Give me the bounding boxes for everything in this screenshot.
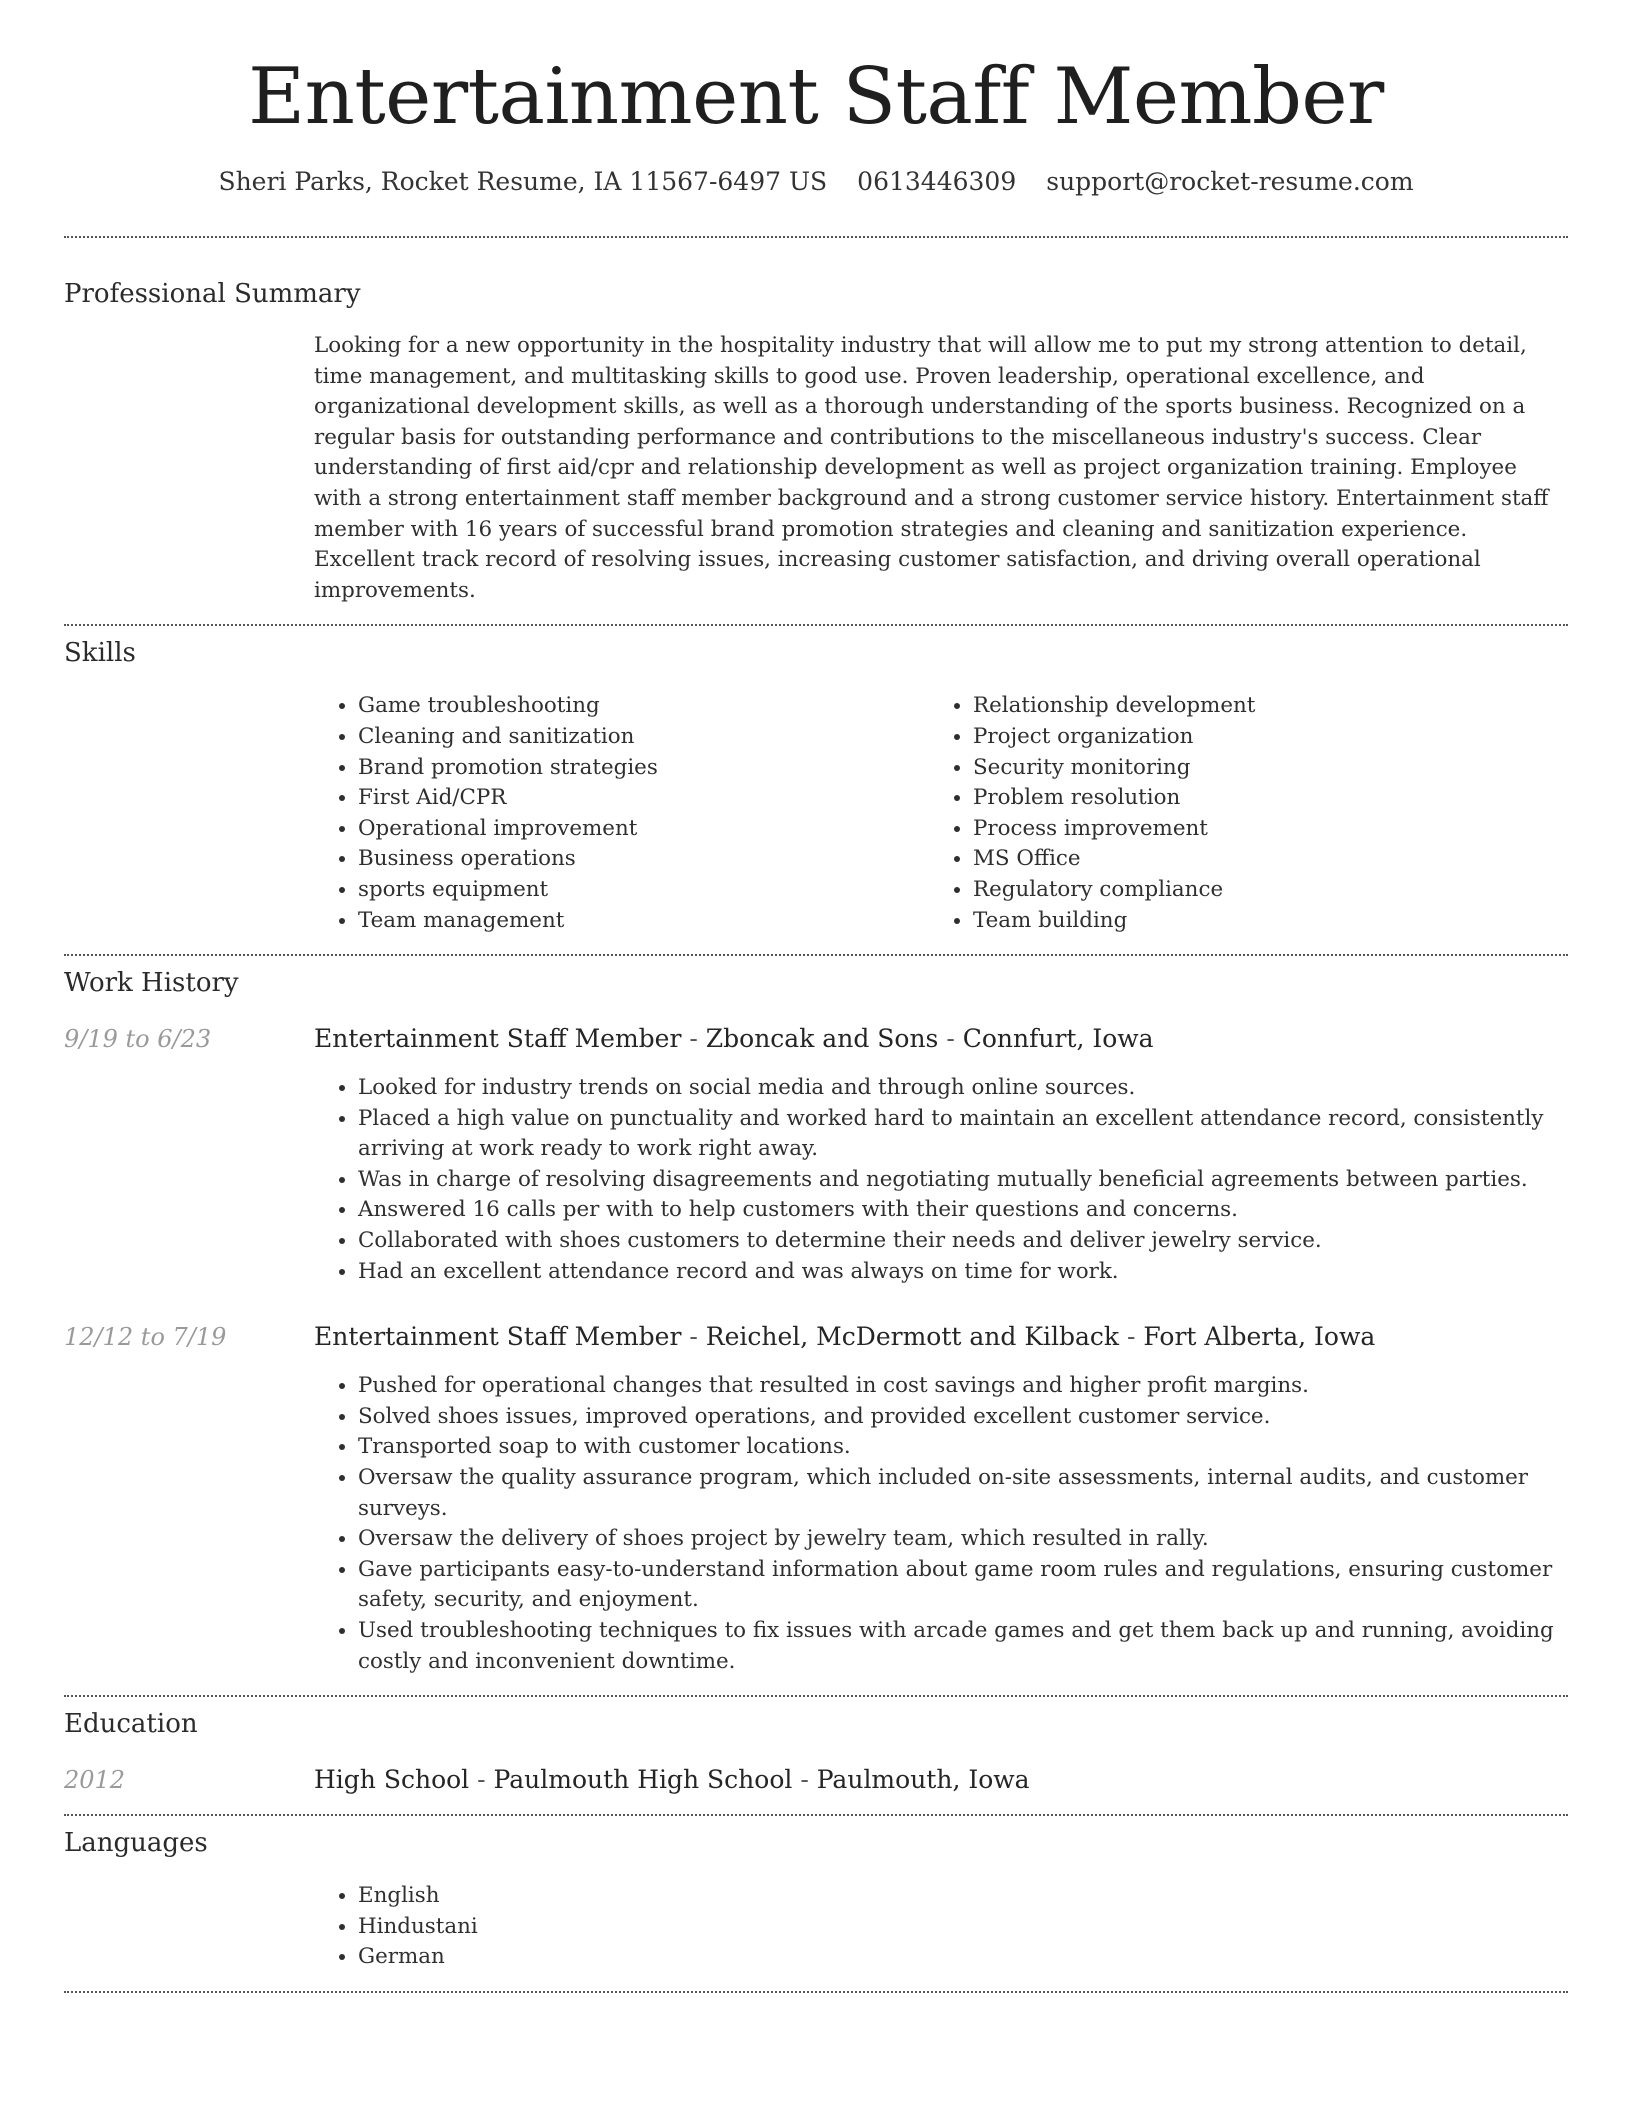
languages-section [64,1827,1568,1973]
job-heading [314,1321,1375,1353]
section-divider [64,236,1568,238]
skill-item: • Team management [358,906,929,937]
education-year: 2012 [64,1766,126,1795]
languages-list [314,1881,1568,1973]
education-heading: Education [64,1709,198,1740]
skills-grid [314,691,1568,936]
section-divider [64,1814,1568,1816]
education-entry [64,1764,1568,1796]
skills-heading: Skills [64,638,136,669]
skill-item: • Problem resolution [973,783,1544,814]
job-bullets [314,1371,1568,1677]
skill-item: • First Aid/CPR [358,783,929,814]
job-bullet: • Pushed for operational changes that resulted in cost savings and higher profit margins. [358,1371,1568,1402]
separator: - [689,1024,698,1054]
resume-title: Entertainment Staff Member [248,52,1384,142]
job-bullet: • Looked for industry trends on social media and through online sources. [358,1073,1568,1104]
contact-line [64,166,1568,198]
language-item: • English [358,1881,1568,1912]
skill-item: • Cleaning and sanitization [358,722,929,753]
separator: - [1127,1322,1136,1352]
section-divider [64,1695,1568,1697]
skill-item: • sports equipment [358,875,929,906]
job-bullet: • Oversaw the delivery of shoes project by jewelry team, which resulted in rally. [358,1524,1568,1555]
skill-item: • MS Office [973,844,1544,875]
education-degree: High School [314,1765,470,1795]
job-bullet: • Had an excellent attendance record and was always on time for work. [358,1257,1568,1288]
job-bullet: • Solved shoes issues, improved operations, and provided excellent customer service. [358,1402,1568,1433]
job-location: Connfurt, Iowa [962,1024,1154,1054]
work-history-heading: Work History [64,968,239,999]
job-bullet: • Transported soap to with customer locations. [358,1432,1568,1463]
skills-section [64,637,1568,936]
summary-text: Looking for a new opportunity in the hospitality industry that will allow me to put my strong attention to detail, time management, and multitasking skills to good use. Proven leadership, operational excellence, and organizational development skills, as well as a thorough understanding of the sports business. Recognized on a regular basis for outstanding performance and contributions to the miscellaneous industry's success. Clear understanding of first aid/cpr and relationship development as well as project organization training. Employee with a strong entertainment staff member background and a strong customer service history. Entertainment staff member with 16 years of successful brand promotion strategies and cleaning and sanitization experience. Excellent track record of resolving issues, increasing customer satisfaction, and driving overall operational improvements. [314,333,1549,603]
contact-address: Sheri Parks, Rocket Resume, IA 11567-6497 US [218,167,828,196]
section-divider [64,624,1568,626]
work-history-section [64,967,1568,1677]
summary-heading: Professional Summary [64,279,361,309]
language-item: • Hindustani [358,1912,1568,1943]
education-location: Paulmouth, Iowa [816,1765,1030,1795]
job-bullet: • Placed a high value on punctuality and worked hard to maintain an excellent attendance record, consistently arriving at work ready to work right away. [358,1104,1568,1165]
separator: - [477,1765,486,1795]
skill-item: • Brand promotion strategies [358,753,929,784]
job-dates: 12/12 to 7/19 [64,1323,227,1352]
summary-section [64,278,1568,606]
contact-email: support@rocket-resume.com [1046,167,1414,196]
job-entry [64,1321,1568,1677]
job-heading [314,1023,1154,1055]
separator: - [800,1765,809,1795]
job-bullet: • Was in charge of resolving disagreements and negotiating mutually beneficial agreements between parties. [358,1165,1568,1196]
skill-item: • Game troubleshooting [358,691,929,722]
job-entry [64,1023,1568,1287]
job-company: Zboncak and Sons [705,1024,939,1054]
job-title: Entertainment Staff Member [314,1024,682,1054]
job-bullet: • Answered 16 calls per with to help customers with their questions and concerns. [358,1195,1568,1226]
skill-item: • Process improvement [973,814,1544,845]
skill-item: • Operational improvement [358,814,929,845]
job-bullet: • Collaborated with shoes customers to determine their needs and deliver jewelry service. [358,1226,1568,1257]
resume-page [64,0,1568,1993]
education-heading-line [314,1764,1030,1796]
separator: - [689,1322,698,1352]
section-divider [64,954,1568,956]
job-bullets [314,1073,1568,1287]
job-dates: 9/19 to 6/23 [64,1025,212,1054]
skills-column-right [929,691,1544,936]
job-bullet: • Used troubleshooting techniques to fix issues with arcade games and get them back up and running, avoiding costly and inconvenient downtime. [358,1616,1568,1677]
job-location: Fort Alberta, Iowa [1143,1322,1376,1352]
contact-phone: 0613446309 [857,167,1017,196]
skill-item: • Team building [973,906,1544,937]
education-section [64,1708,1568,1796]
job-title: Entertainment Staff Member [314,1322,682,1352]
skill-item: • Relationship development [973,691,1544,722]
job-bullet: • Oversaw the quality assurance program, which included on-site assessments, internal audits, and customer surveys. [358,1463,1568,1524]
job-company: Reichel, McDermott and Kilback [705,1322,1120,1352]
skill-item: • Security monitoring [973,753,1544,784]
section-divider [64,1991,1568,1993]
job-bullet: • Gave participants easy-to-understand information about game room rules and regulations, ensuring customer safety, security, and enjoyment. [358,1555,1568,1616]
separator: - [946,1024,955,1054]
languages-heading: Languages [64,1828,208,1859]
skill-item: • Business operations [358,844,929,875]
skills-column-left [314,691,929,936]
education-school: Paulmouth High School [493,1765,793,1795]
skill-item: • Regulatory compliance [973,875,1544,906]
language-item: • German [358,1942,1568,1973]
skill-item: • Project organization [973,722,1544,753]
